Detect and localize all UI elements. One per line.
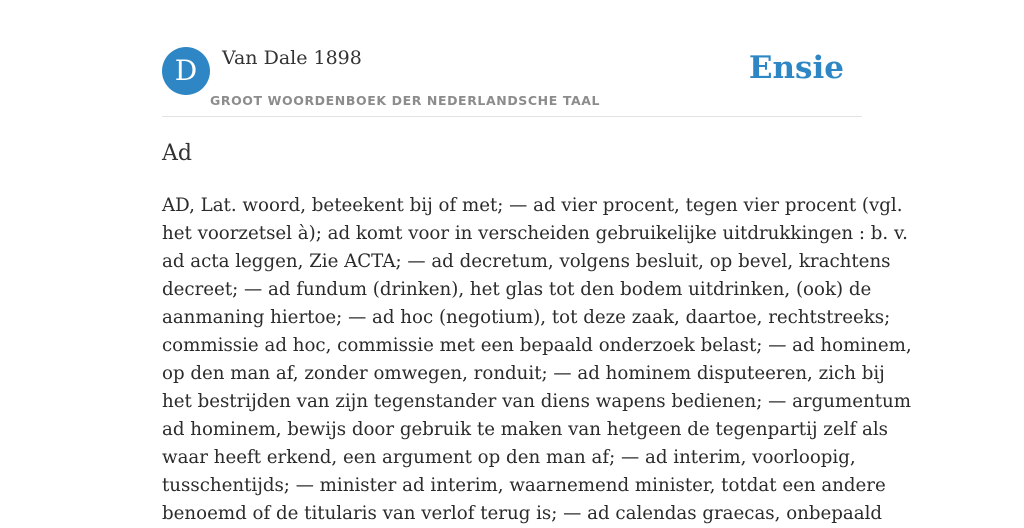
ensie-logo[interactable]: Ensie [748,50,844,86]
definition-line: waar heeft erkend, een argument op den man af; — ad interim, voorloopig, [162,447,856,468]
definition-line: ad acta leggen, Zie ACTA; — ad decretum, volgens besluit, op bevel, krachtens [162,251,891,272]
page [162,0,912,524]
dictionary-subtitle: GROOT WOORDENBOEK DER NEDERLANDSCHE TAAL [210,93,601,108]
definition-line: op den man af, zonder omwegen, ronduit; — ad hominem disputeeren, zich bij [162,363,885,384]
dictionary-header [162,42,862,117]
entry-headword: Ad [162,141,192,166]
definition-line: ad hominem, bewijs door gebruik te maken van hetgeen de tegenpartij zelf als [162,419,888,440]
dictionary-title[interactable]: Van Dale 1898 [222,47,362,69]
definition-line: AD, Lat. woord, beteekent bij of met; — ad vier procent, tegen vier procent (vgl. [162,195,903,216]
definition-line: benoemd of de titularis van verlof terug is; — ad calendas graecas, onbepaald [162,503,883,524]
entry-definition [162,192,912,528]
definition-line: decreet; — ad fundum (drinken), het glas tot den bodem uitdrinken, (ook) de [162,279,872,300]
dictionary-avatar[interactable]: D [162,47,210,95]
definition-line: het bestrijden van zijn tegenstander van diens wapens bedienen; — argumentum [162,391,911,412]
definition-line: commissie ad hoc, commissie met een bepaald onderzoek belast; — ad hominem, [162,335,912,356]
definition-line: het voorzetsel à); ad komt voor in verscheiden gebruikelijke uitdrukkingen : b. v. [162,223,908,244]
definition-line: aanmaning hiertoe; — ad hoc (negotium), tot deze zaak, daartoe, rechtstreeks; [162,307,891,328]
definition-line: tusschentijds; — minister ad interim, waarnemend minister, totdat een andere [162,475,886,496]
